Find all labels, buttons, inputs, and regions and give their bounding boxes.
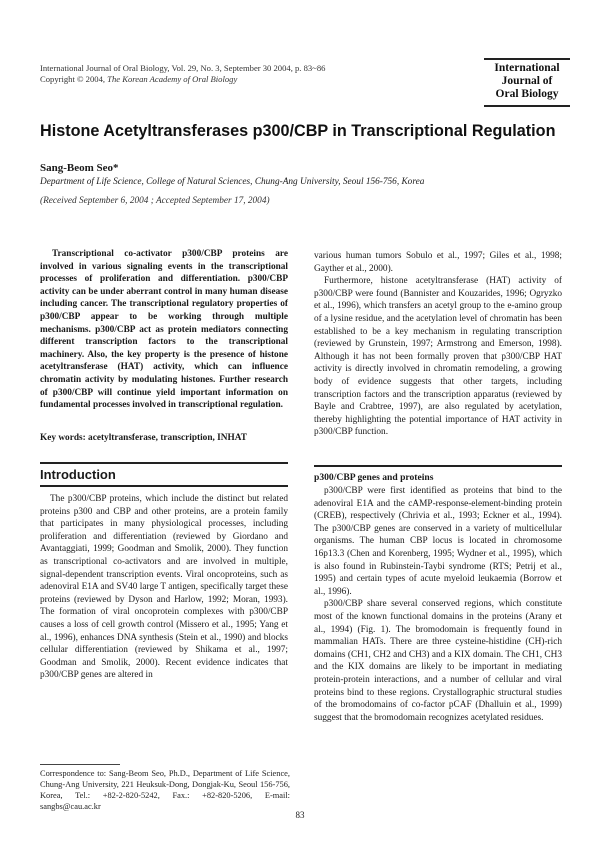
right-paragraph-3: p300/CBP were first identified as proteins that bind to the adenoviral E1A and the cAMP-response-element-binding protein (CREB), respectively (Chrivia et al., 1993; Eckner et al., 1994). The p300/CBP genes are conserved in a variety of multicellular organisms. The human CBP locus is located in chromosome 16p13.3 (Chen and Korenberg, 1995; Wydner et al., 1995), which is also found in Rubinstein-Taybi syndrome (RTS; Petrij et al., 1995) and certain types of acute myeloid leukaemia (Borrow et al., 1996). [314,486,562,597]
journal-name-line: Oral Biology [495,88,559,100]
right-column-bottom [314,485,562,724]
intro-top-rule [40,462,288,464]
paper-title: Histone Acetyltransferases p300/CBP in Transcriptional Regulation [40,122,556,140]
abstract: Transcriptional co-activator p300/CBP proteins are involved in various signaling events in the transcriptional processes of proliferation and differentiation. p300/CBP activity can be under aberrant control in many human disease including cancer. The transcriptional regulatory properties of p300/CBP appear to be working through multiple mechanisms. p300/CBP act as protein mediators connecting different transcription factors to the transcriptional machinery. Also, the key property is the presence of histone acetyltransferase (HAT) activity, which can influence chromatin activity by modulating histones. Further research of p300/CBP will continue yield important information on fundamental processes involved in transcriptional regulation. [40,249,288,411]
keywords-label: Key words: [40,433,86,443]
intro-paragraph [40,493,288,682]
page-number: 83 [295,810,305,820]
journal-name-line: Journal of [501,75,553,87]
intro-bottom-rule [40,485,288,487]
right-paragraph-2: Furthermore, histone acetyltransferase (HAT) activity of p300/CBP were found (Bannister and Kouzarides, 1996; Ogryzko et al., 1996), which transfers an acetyl group to the e-amino group of a lysine residue, and the acetylation level of chromatin has been established to be a key mechanism in regulating transcription (reviewed by Grunstein, 1997; Armstrong and Emerson, 1998). Although it has not been formally proven that p300/CBP HAT activity is directly involved in chromatin remodeling, a growing body of evidence suggests that other targets, including transcription factors and the transcription apparatus (reviewed by Bayle and Crabtree, 1997), are also regulated by acetylation, thereby highlighting the potential importance of HAT activity in p300/CBP function. [314,276,562,438]
journal-box-bottom-rule [484,105,570,107]
received-accepted-dates: (Received September 6, 2004 ; Accepted September 17, 2004) [40,196,270,206]
journal-box-top-rule [484,58,570,60]
intro-paragraph-1: The p300/CBP proteins, which include the distinct but related proteins p300 and CBP and other proteins, are a protein family that participates in many physiological processes, including proliferation and differentiation (reviewed by Giordano and Avantaggiati, 1999; Goodman and Smolik, 2000). They function as transcriptional co-activators and are involved in multiple, signal-dependent transcription events. Viral oncoproteins, such as adenoviral E1A and SV40 large T antigen, specifically target these proteins (reviewed by Dyson and Harlow, 1992; Moran, 1993). The formation of viral oncoprotein complexes with p300/CBP causes a loss of cell growth control (Missero et al., 1995; Yang et al., 1996), enhances DNA synthesis (Stein et al., 1990) and blocks cellular differentiation (reviewed by Shikama et al., 1997; Goodman and Smolik, 2000). Recent evidence indicates that p300/CBP genes are altered in [40,494,288,681]
copyright-line [40,74,325,85]
copyright-prefix: Copyright © 2004, [40,74,108,84]
right-column-top [314,250,562,439]
copyright-holder: The Korean Academy of Oral Biology [107,74,238,84]
journal-citation [40,63,325,85]
citation-line: International Journal of Oral Biology, Vol. 29, No. 3, September 30 2004, p. 83~86 [40,63,326,73]
author-affiliation: Department of Life Science, College of Natural Sciences, Chung-Ang University, Seoul 156-756, Korea [40,177,425,187]
author-name: Sang-Beom Seo* [40,162,119,174]
correspondence-footnote: Correspondence to: Sang-Beom Seo, Ph.D., Department of Life Science, Chung-Ang University, 221 Heuksuk-Dong, Dongjak-Ku, Seoul 156-756, Korea, Tel.: +82-2-820-5242, Fax.: +82-820-5206, E-mail: sangbs@cau.ac.kr [40,769,290,811]
journal-name-box [484,62,570,101]
section-heading-genes-proteins: p300/CBP genes and proteins [314,472,434,483]
keywords-list: acetyltransferase, transcription, INHAT [88,433,247,443]
journal-name-line: International [494,62,560,74]
keywords [40,433,288,443]
footnote-rule [40,764,120,765]
section-heading-introduction: Introduction [40,467,116,482]
section-top-rule [314,465,562,467]
right-paragraph-4: p300/CBP share several conserved regions, which constitute most of the known functional domains in the proteins (Arany et al., 1994) (Fig. 1). The bromodomain is frequently found in mammalian HATs. There are three cysteine-histidine (CH)-rich domains (CH1, CH2 and CH3) and a KIX domain. The CH1, CH3 and the KIX domains are likely to be important in mediating protein-protein interactions, and a number of cellular and viral proteins bind to these regions. Crystallographic structural studies of the bromodomains of co-factor pCAF (Dhalluin et al., 1999) suggest that the bromodomain recognizes acetylated residues. [314,599,562,723]
right-paragraph-1: various human tumors Sobulo et al., 1997; Giles et al., 1998; Gayther et al., 2000). [314,251,562,274]
